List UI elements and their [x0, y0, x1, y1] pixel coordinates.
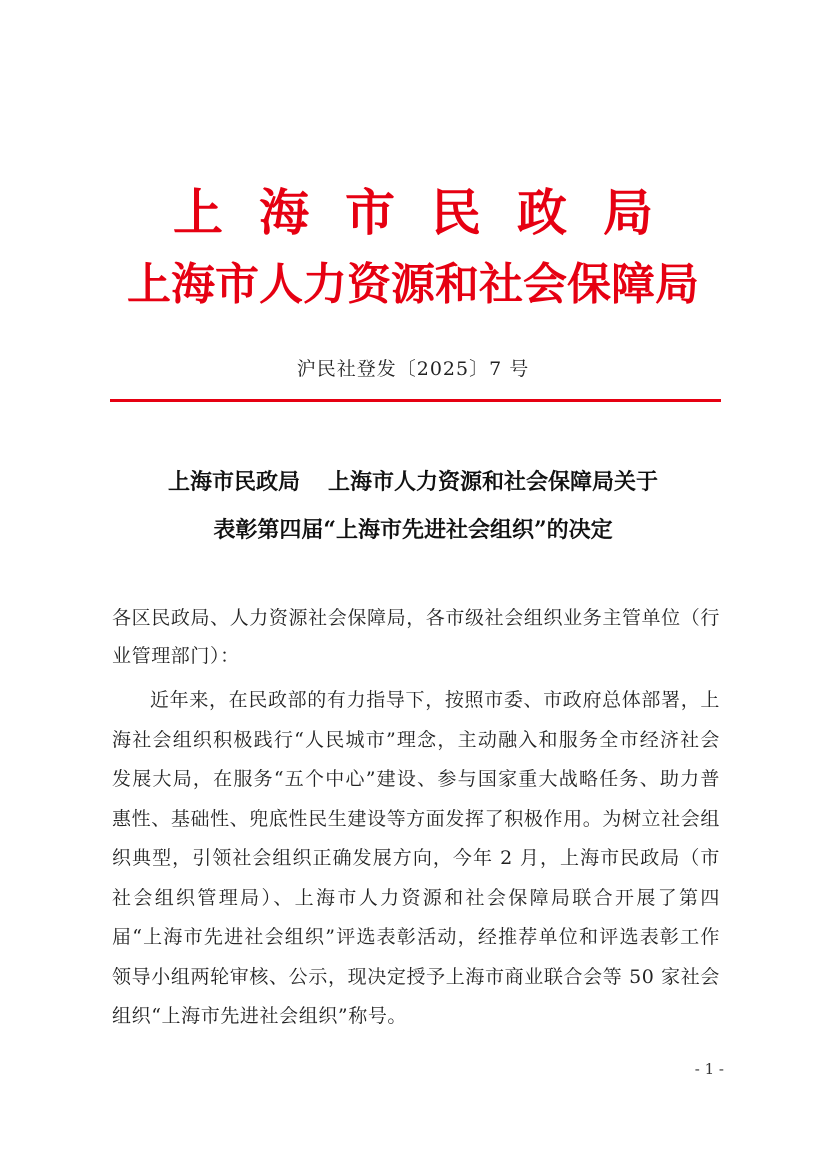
- issuing-agency-1: 上海市民政局: [173, 183, 689, 242]
- title-agency-1: 上海市民政局: [167, 469, 300, 495]
- issuing-agency-2: 上海市人力资源和社会保障局: [127, 259, 699, 310]
- salutation: 各区民政局、人力资源社会保障局，各市级社会组织业务主管单位（行业管理部门）：: [112, 607, 720, 667]
- document-number: 沪民社登发〔2025〕7 号: [296, 358, 530, 380]
- title-agency-2: 上海市人力资源和社会保障局关于: [328, 469, 659, 495]
- document-title-line-1: [0, 467, 826, 497]
- page-number: - 1 -: [694, 1060, 724, 1078]
- red-divider-line: [110, 399, 721, 402]
- document-title-line-2: 表彰第四届“上海市先进社会组织”的决定: [213, 517, 613, 543]
- body-paragraph: 近年来，在民政部的有力指导下，按照市委、市政府总体部署，上海社会组织积极践行“人民城市”理念，主动融入和服务全市经济社会发展大局，在服务“五个中心”建设、参与国家重大战略任务、助力普惠性、基础性、兜底性民生建设等方面发挥了积极作用。为树立社会组织典型，引领社会组织正确发展方向，今年 2 月，上海市民政局（市社会组织管理局）、上海市人力资源和社会保障局联合开展了第四届“上海市先进社会组织”评选表彰活动，经推荐单位和评选表彰工作领导小组两轮审核、公示，现决定授予上海市商业联合会等 50 家社会组织“上海市先进社会组织”称号。: [112, 689, 720, 1027]
